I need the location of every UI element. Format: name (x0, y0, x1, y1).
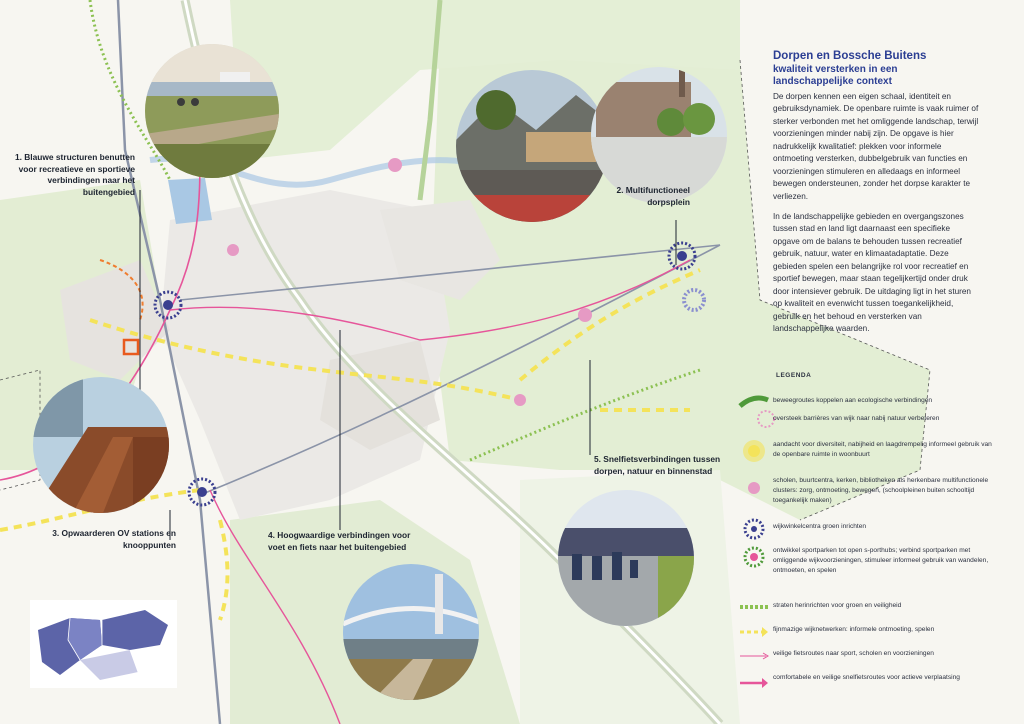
callout-village-square: 2. Multifunctioneel dorpsplein (616, 185, 690, 207)
legend-item: straten herinrichten voor groen en veiligheid (773, 602, 902, 609)
callout-ov-stations: 3. Opwaarderen OV stations en knooppunten (52, 528, 176, 550)
legend-item: beweegroutes koppelen aan ecologische verbindingen (773, 397, 933, 404)
legend-item: ontwikkel sportparken tot open s-porthubs; verbind sportparken met omliggende wijkvoorzieningen, stimuleer informeel gebruik van wandelen, ontmoeten, en spelen (773, 547, 989, 575)
callout-blue-structures: 1. Blauwe structuren benutten voor recreatieve en sportieve verbindingen naar het buitengebied (14, 152, 135, 197)
photo-bridge-path (343, 564, 479, 700)
legend-item: wijkwinkelcentra groen inrichten (773, 523, 867, 530)
callout-fast-cycle: 5. Snelfietsverbindingen tussen dorpen, natuur en binnenstad (594, 454, 721, 476)
green-ring-icon (738, 546, 770, 568)
callout-high-quality-connections: 4. Hoogwaardige verbindingen voor voet en fiets naar het buitengebied (268, 530, 411, 552)
legend-item: veilige fietsroutes naar sport, scholen en voorzieningen (773, 650, 934, 657)
text-panel (773, 50, 979, 344)
legend-item: scholen, buurtcentra, kerken, bibliotheken als herkenbare multifunctionele clusters: zorg, ontmoeting, bewegen, (schoolpleinen buiten schooltijd toegankelijk maken) (773, 477, 989, 505)
panel-paragraph: De dorpen kennen een eigen schaal, identiteit en gebruiksdynamiek. De openbare ruimte is vaak ruimer of sterker verbonden met het omliggende landschap, terwijl voorzieningen minder nabij zijn. De opgave is hier nadrukkelijk kwalitatief: plekken voor informele ontmoeting versterken, dubbelgebruik van functies en voorzieningen stimuleren en alledaags en informeel bewegen ondersteunen, zonder het dorpse karakter te verliezen. (773, 91, 979, 201)
pink-thin-arrow-icon (738, 645, 770, 667)
green-dashed-street-icon (738, 597, 770, 619)
legend-item: aandacht voor diversiteit, nabijheid en laagdrempelig informeel gebruik van de openbare ruimte in woonbuurt (773, 441, 992, 459)
photo-station-stairs (33, 377, 169, 513)
photo-cyclists (558, 490, 694, 626)
pink-star-icon (738, 477, 770, 499)
photo-waterfront-path (145, 44, 279, 178)
legend-item: comfortabele en veilige snelfietsroutes voor actieve verplaatsing (773, 674, 960, 681)
panel-paragraph: In de landschappelijke gebieden en overgangszones tussen stad en land ligt daarnaast een specifieke opgave om de balans te behouden tussen recreatief gebruik, natuur, water en klimaatadaptatie. Deze gebieden spelen een belangrijke rol voor recreatief en sportief bewegen, maar staan tegelijkertijd onder druk door intensiever gebruik. De uitdaging ligt in het sturen op kwaliteit en evenwicht tussen toegankelijkheid, gebruik en het behoud en versterken van landschappelijke waarden. (773, 212, 971, 334)
yellow-glow-circle-icon (738, 440, 770, 462)
yellow-arrow-icon (738, 621, 770, 643)
purple-ring-icon (738, 518, 770, 540)
legend-title: LEGENDA (776, 372, 812, 379)
photo-village-square (456, 70, 608, 222)
locator-map (30, 600, 177, 688)
legend-item: oversteek barrières van wijk naar nabij natuur verbeteren (773, 415, 940, 422)
panel-subtitle: kwaliteit versterken in een landschappelijke context (773, 63, 898, 87)
pink-bold-arrow-icon (738, 672, 770, 694)
pink-dashed-crossing-icon (738, 408, 770, 430)
photo-town-buildings (591, 67, 727, 203)
panel-title: Dorpen en Bossche Buitens (773, 50, 927, 62)
legend-item: fijnmazige wijknetwerken: informele ontmoeting, spelen (773, 626, 935, 633)
